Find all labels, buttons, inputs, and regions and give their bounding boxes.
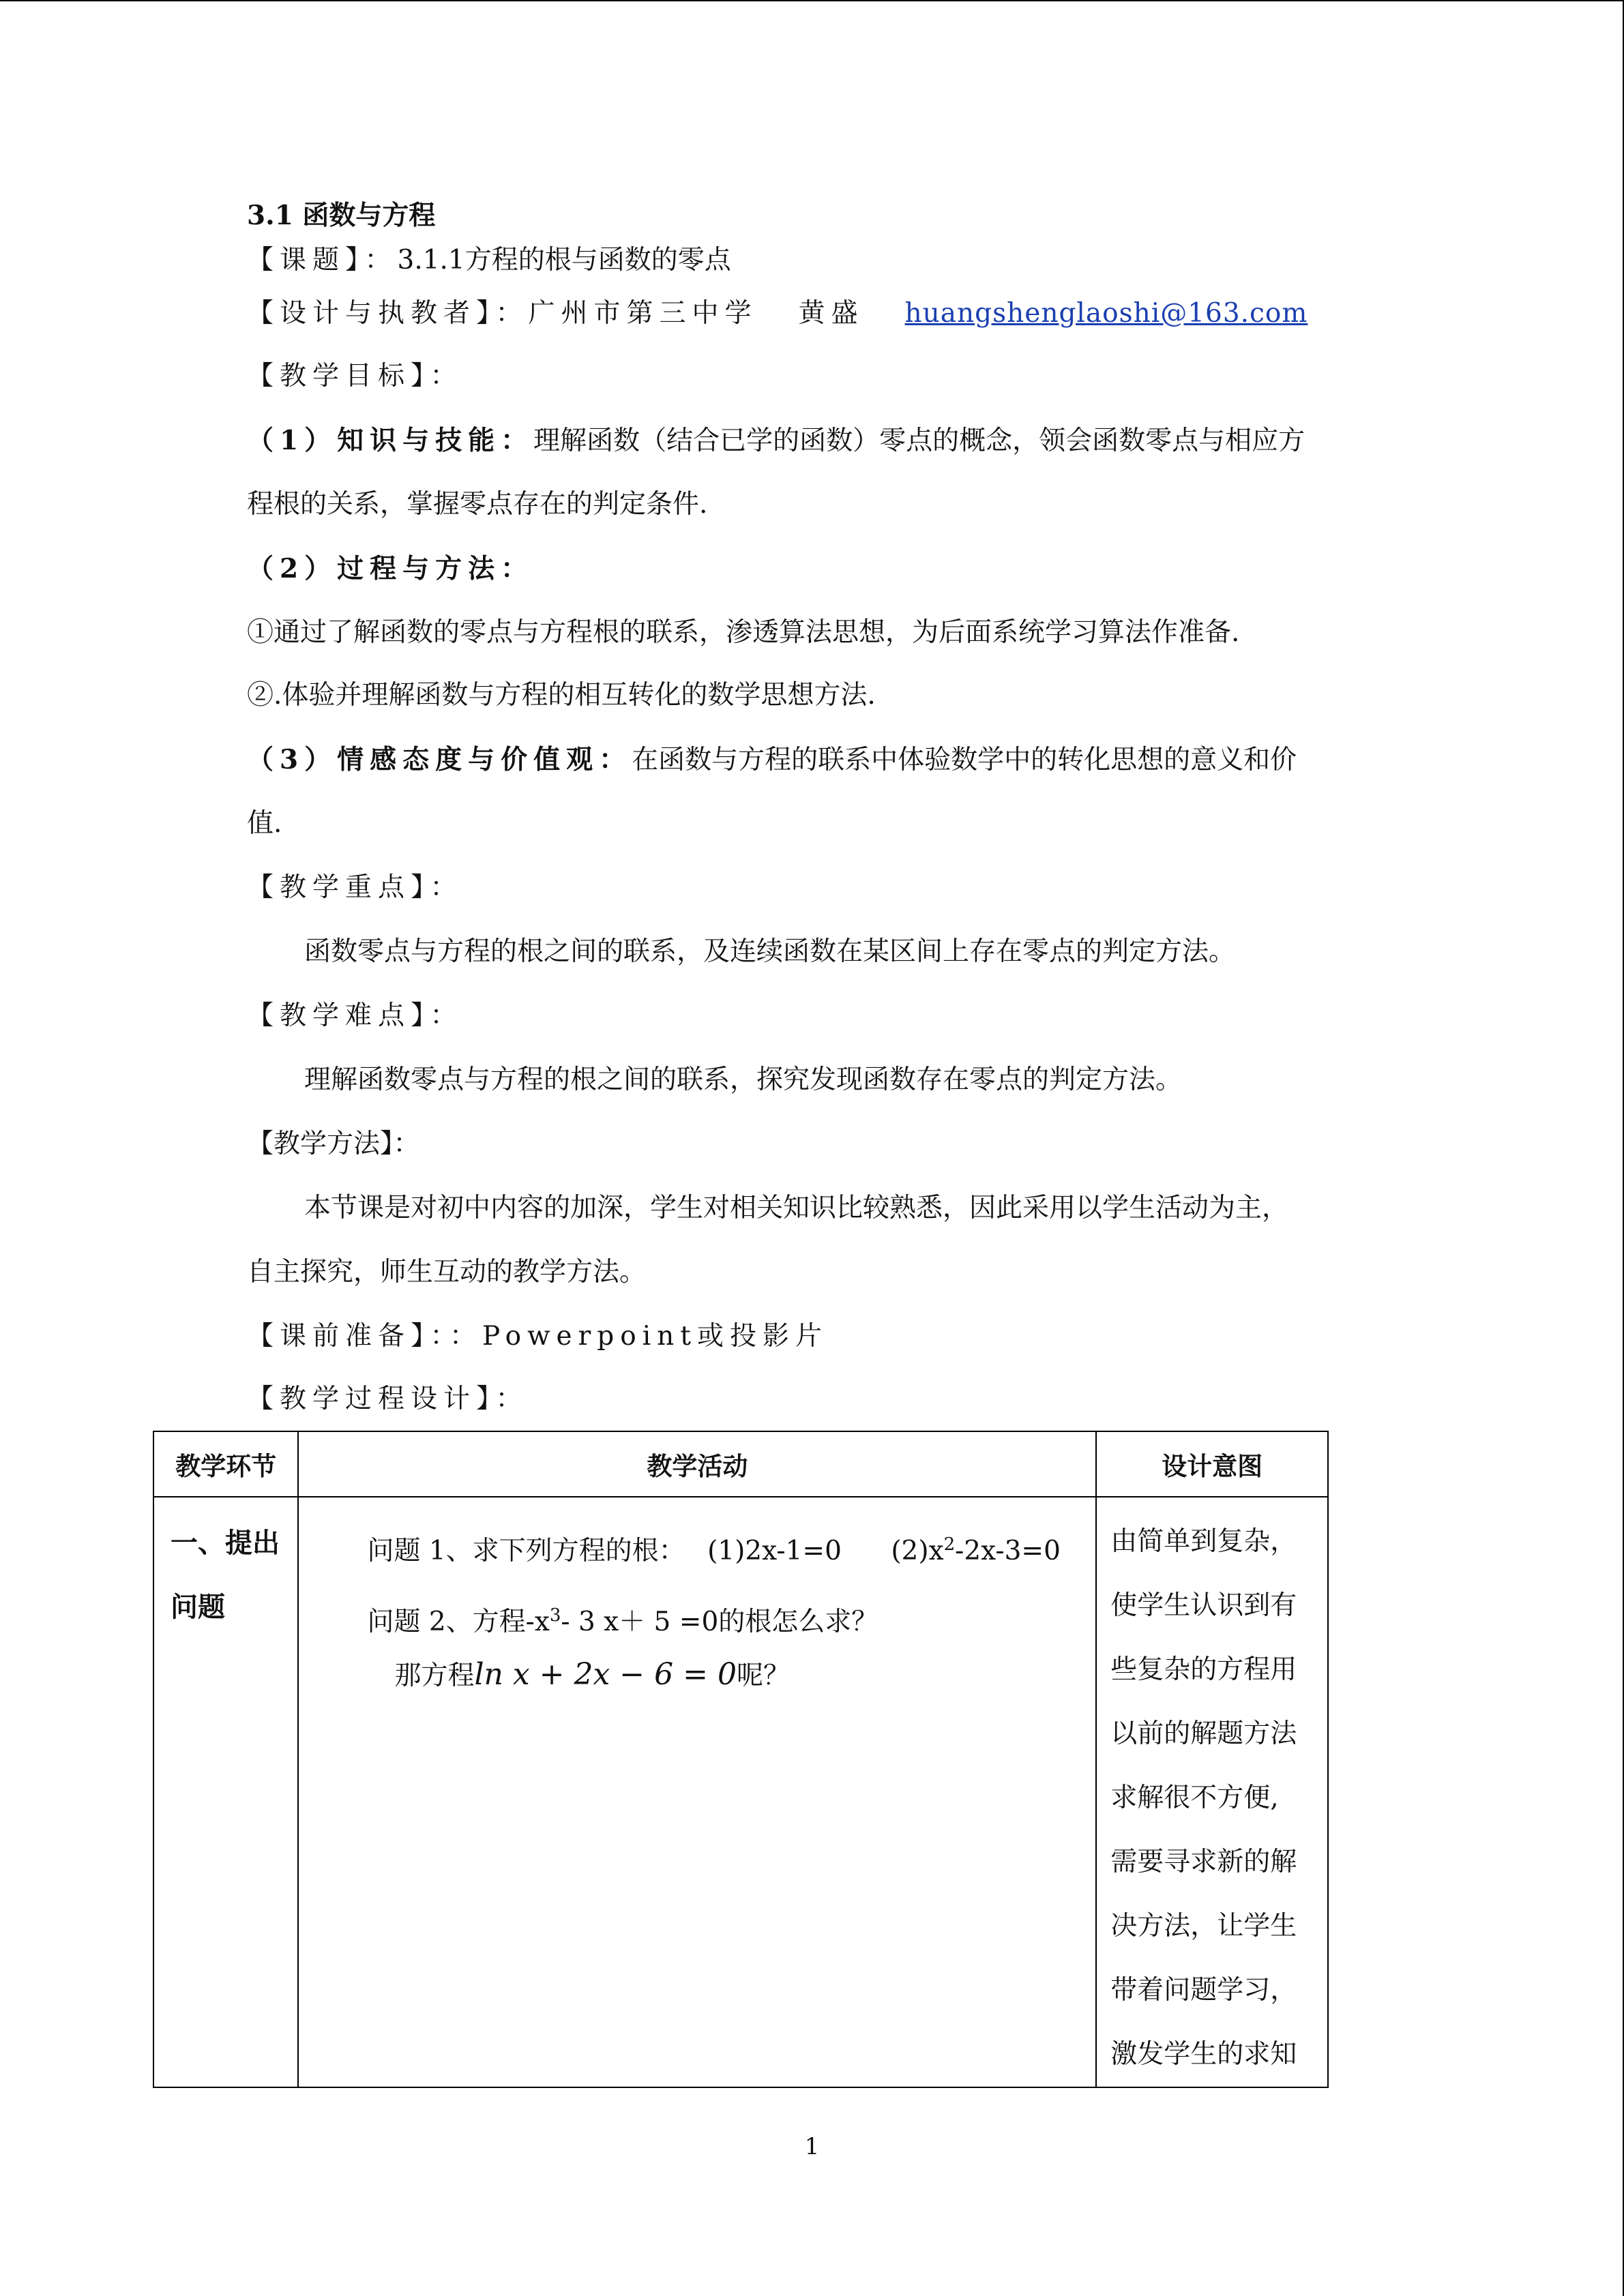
preparation-value: ：Powerpoint或投影片 (449, 1321, 828, 1352)
designer-line (247, 297, 1308, 330)
question-3-end: 呢？ (736, 1660, 790, 1691)
preparation-label: 【课前准备】： (247, 1321, 450, 1352)
eq-2-exponent: 2 (943, 1534, 956, 1555)
intent-line: 求解很不方便, (1110, 1783, 1279, 1813)
emotion-text-cont: 值. (247, 808, 282, 839)
question-1-eq-2 (891, 1536, 1061, 1566)
question-2-start: 问题 2、方程-x (367, 1607, 550, 1637)
stage-cell (153, 1497, 298, 2087)
eq-2-base: (2)x (891, 1536, 944, 1566)
question-2-rest: - 3 x＋ 5 =0的根怎么求？ (561, 1607, 879, 1637)
method-label: 【教学方法】： (247, 1129, 420, 1159)
designer-school: 广州市第三中学 (528, 298, 758, 329)
intent-line: 带着问题学习， (1110, 1975, 1297, 2006)
topic-label: 【课题】： (247, 245, 398, 275)
designer-name: 黄盛 (798, 298, 864, 329)
intent-line: 需要寻求新的解 (1110, 1847, 1297, 1877)
teaching-process-table (153, 1431, 1329, 2088)
intent-line: 些复杂的方程用 (1110, 1654, 1297, 1685)
process-heading: （2）过程与方法： (247, 553, 534, 584)
key-point-label: 【教学重点】： (247, 872, 463, 903)
emotion-text: 在函数与方程的联系中体验数学中的转化思想的意义和价 (632, 745, 1297, 775)
knowledge-heading: （1）知识与技能： (247, 425, 534, 456)
process-item-1: ①通过了解函数的零点与方程根的联系，渗透算法思想，为后面系统学习算法作准备. (247, 617, 1240, 648)
intent-line: 激发学生的求知 (1110, 2039, 1297, 2070)
topic-line (247, 244, 731, 277)
header-intent: 设计意图 (1096, 1431, 1328, 1497)
designer-email-link[interactable]: huangshenglaoshi@163.com (904, 298, 1308, 329)
question-3-start: 那方程 (394, 1660, 475, 1691)
section-title: 3.1 函数与方程 (247, 200, 436, 231)
designer-label: 【设计与执教者】： (247, 298, 529, 329)
question-3-equation: ln x + 2x − 6 = 0 (474, 1657, 737, 1692)
emotion-heading: （3）情感态度与价值观： (247, 744, 632, 775)
question-1-prefix: 问题 1、求下列方程的根： (367, 1536, 685, 1566)
question-3 (367, 1654, 1089, 1697)
table-header-row (153, 1431, 1328, 1497)
stage-line-1: 一、提出 (171, 1527, 280, 1559)
process-item-2: ②.体验并理解函数与方程的相互转化的数学思想方法. (247, 680, 876, 711)
question-2-exponent: 3 (549, 1605, 561, 1626)
method-text-cont: 自主探究，师生互动的教学方法。 (247, 1257, 647, 1287)
activity-cell (298, 1497, 1096, 2087)
intent-cell (1096, 1497, 1328, 2087)
objective-emotion (247, 743, 1297, 777)
knowledge-text-cont: 程根的关系，掌握零点存在的判定条件. (247, 489, 708, 520)
intent-line: 以前的解题方法 (1110, 1718, 1297, 1749)
question-1 (367, 1512, 1089, 1583)
header-stage: 教学环节 (153, 1431, 298, 1497)
process-design-label: 【教学过程设计】： (247, 1384, 529, 1414)
header-activity: 教学活动 (298, 1431, 1096, 1497)
eq-2-rest: -2x-3=0 (955, 1536, 1061, 1566)
intent-line: 决方法，让学生 (1110, 1911, 1297, 1941)
stage-line-2: 问题 (171, 1592, 225, 1623)
intent-line: 使学生认识到有 (1110, 1590, 1297, 1621)
objectives-label: 【教学目标】： (247, 361, 463, 391)
knowledge-text: 理解函数（结合已学的函数）零点的概念，领会函数零点与相应方 (533, 426, 1305, 456)
difficulty-label: 【教学难点】： (247, 1000, 463, 1031)
topic-value: 3.1.1方程的根与函数的零点 (397, 245, 731, 275)
difficulty-text: 理解函数零点与方程的根之间的联系，探究发现函数存在零点的判定方法。 (304, 1064, 1183, 1095)
question-2 (367, 1583, 1089, 1654)
method-text: 本节课是对初中内容的加深，学生对相关知识比较熟悉，因此采用以学生活动为主， (304, 1193, 1289, 1223)
intent-line: 由简单到复杂， (1110, 1526, 1297, 1557)
key-point-text: 函数零点与方程的根之间的联系，及连续函数在某区间上存在零点的判定方法。 (304, 936, 1236, 967)
table-row (153, 1497, 1328, 2087)
preparation-line (247, 1320, 828, 1353)
page-number: 1 (804, 2133, 820, 2160)
objective-knowledge (247, 424, 1305, 458)
question-1-eq-1: (1)2x-1=0 (707, 1536, 842, 1566)
